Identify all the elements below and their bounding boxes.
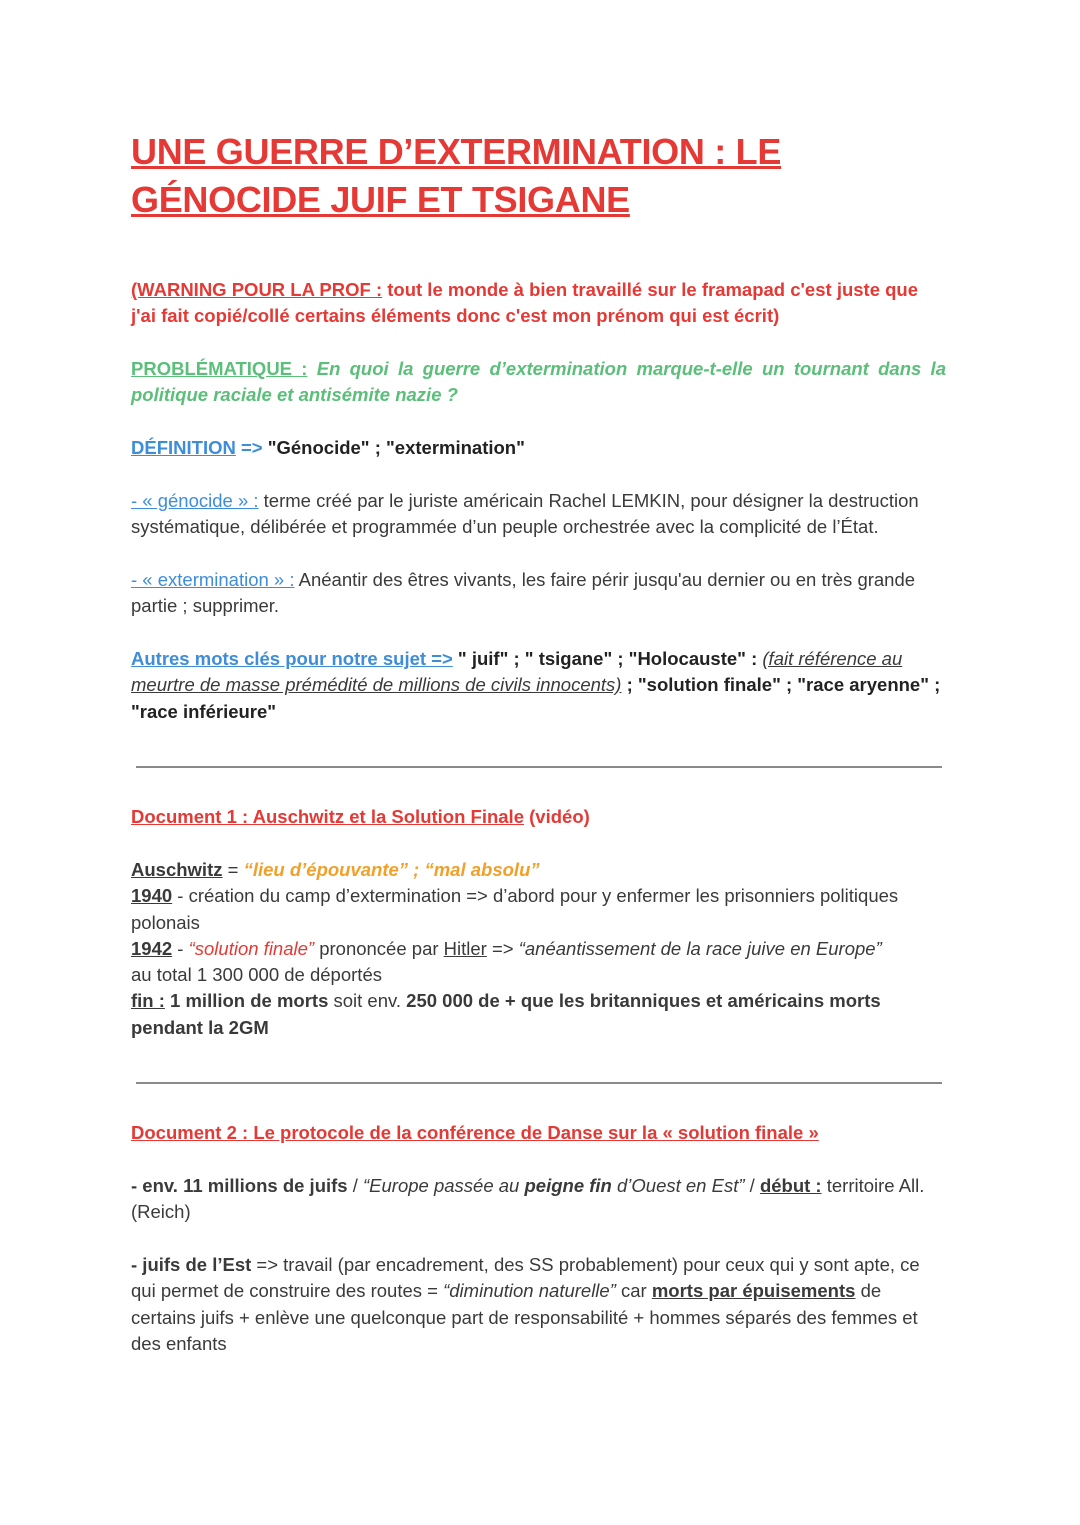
extermination-label: - « extermination » : [131,569,295,590]
fin-bold2: 250 000 de + que les britanniques et américains morts pendant la 2GM [131,990,881,1038]
keywords-paragraph [131,646,946,725]
doc1-heading [131,804,946,830]
doc2-l1-peigne: peigne fin [524,1175,612,1196]
hitler-name: Hitler [443,937,487,959]
fin-line [131,988,946,1041]
solution-finale-quote: “solution finale” [188,937,315,959]
fin-label: fin : [131,990,165,1012]
auschwitz-line [131,857,946,883]
total-deportes: au total 1 300 000 de déportés [131,964,382,986]
definition-label: DÉFINITION [131,437,236,458]
doc1-title: Document 1 : Auschwitz et la Solution Finale [131,806,524,827]
auschwitz-eq: = [222,859,244,880]
keywords-label: Autres mots clés pour notre sujet => [131,648,453,669]
fin-bold1: 1 million de morts [164,990,329,1012]
doc1-notes [131,857,946,1041]
doc2-heading: Document 2 : Le protocole de la conférence de Danse sur la « solution finale » [131,1122,819,1143]
genocide-label: - « génocide » : [131,490,259,511]
doc2-l2-text1: => travail (par encadrement, des SS probablement) pour ceux qui y sont apte, ce qui permet de construire des routes = [131,1254,920,1302]
doc2-l1-debut: début : [759,1175,822,1196]
genocide-text: terme créé par le juriste américain Rachel LEMKIN, pour désigner la destruction systématique, délibérée et programmée d’un peuple orchestrée avec la complicité de l’État. [131,490,919,538]
doc1-suffix: (vidéo) [524,806,590,827]
definition-extermination [131,567,946,620]
auschwitz-label: Auschwitz [131,859,223,880]
year-1942-dash: - [172,937,189,959]
definition-arrow: => [235,437,268,458]
year-1940-line [131,883,946,936]
problematique [131,356,946,409]
definition-heading [131,435,946,461]
year-1942-arrow: => [486,937,519,959]
year-1942: 1942 [131,937,173,959]
warning-label: (WARNING POUR LA PROF : [131,279,383,300]
doc2-l2-text2: car [615,1280,652,1302]
keywords-part2: ; "solution finale" ; "race aryenne" ; "race inférieure" [131,674,941,722]
year-1942-line [131,936,946,962]
page-title: UNE GUERRE D’EXTERMINATION : LE GÉNOCIDE JUIF ET TSIGANE [131,131,782,220]
aneantissement-quote: “anéantissement de la race juive en Europe” [518,937,882,959]
keywords-note: (fait référence au meurtre de masse prémédité de millions de civils innocents) [131,648,903,696]
section-divider [136,766,942,768]
section-divider [136,1082,942,1084]
warning-text: tout le monde à bien travaillé sur le framapad c'est juste que j'ai fait copié/collé certains éléments donc c'est mon prénom qui est écrit) [131,279,919,327]
definition-genocide [131,488,946,541]
problematique-text: En quoi la guerre d’extermination marque-t-elle un tournant dans la politique raciale et antisémite nazie ? [131,358,946,406]
extermination-text: Anéantir des êtres vivants, les faire périr jusqu'au dernier ou en très grande partie ; supprimer. [131,569,916,617]
problematique-label: PROBLÉMATIQUE : [131,358,308,379]
year-1940: 1940 [131,885,173,907]
doc2-l1-sep: / [347,1175,364,1196]
keywords-part1: " juif" ; " tsigane" ; "Holocauste" : [452,648,763,669]
doc2-line1 [131,1173,946,1226]
doc2-l2-morts: morts par épuisements [651,1280,856,1302]
doc2-l1-end: territoire All. (Reich) [131,1175,925,1223]
doc2-line2 [131,1252,946,1357]
year-1940-text: - création du camp d’extermination => d’abord pour y enfermer les prisonniers politiques polonais [131,885,899,933]
definition-terms: "Génocide" ; "extermination" [267,437,525,458]
doc2-l1-bold: - env. 11 millions de juifs [131,1175,348,1196]
doc2-l1-sep2: / [744,1175,760,1196]
fin-mid: soit env. [328,990,407,1012]
doc2-l2-text3: de certains juifs + enlève une quelconque part de responsabilité + hommes séparés des femmes et des enfants [131,1280,918,1354]
warning-note [131,277,946,330]
doc2-l1-quote-start: “Europe passée au [363,1175,525,1196]
year-1942-mid: prononcée par [314,937,444,959]
doc2-l2-bold: - juifs de l’Est [131,1254,252,1275]
doc2-l2-quote: “diminution naturelle” [443,1280,616,1302]
doc2-l1-quote-end: d’Ouest en Est” [611,1175,745,1196]
document-page [131,128,946,1354]
auschwitz-quote: “lieu d’épouvante” ; “mal absolu” [243,859,540,880]
